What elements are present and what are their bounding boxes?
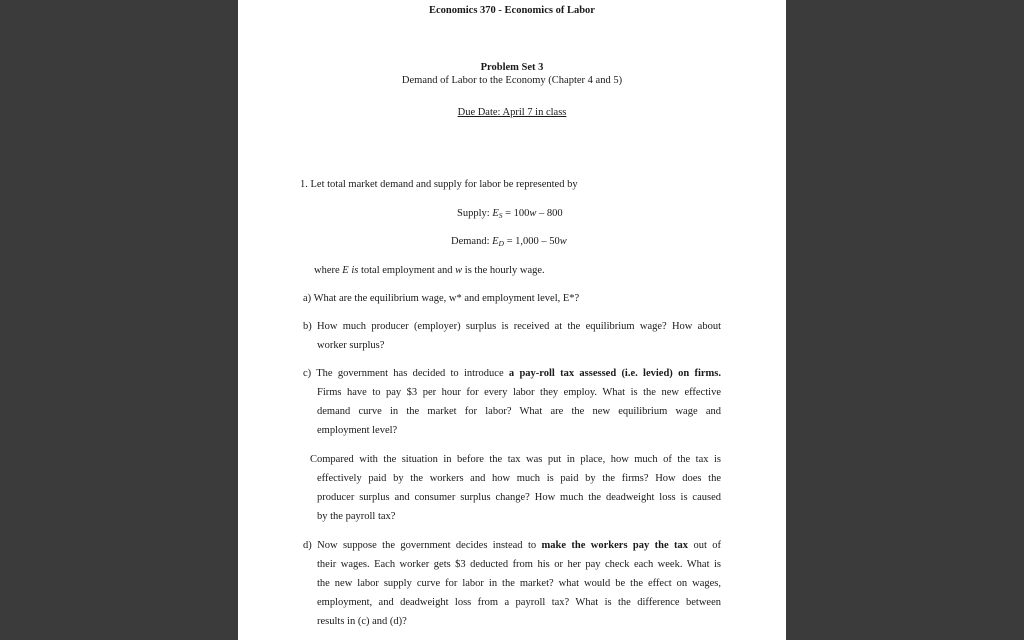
due-date [238,106,786,119]
supply-rhs-b: – 800 [536,208,563,219]
comparison-line: effectively paid by the workers and how much is paid by the firms? How does the [317,473,721,484]
part-c-text: c) The government has decided to introduce [303,368,509,379]
supply-var: E [492,208,499,219]
part-d-text: d) Now suppose the government decides instead to [303,540,542,551]
course-title: Economics 370 - Economics of Labor [429,5,595,16]
where-w: w [455,265,463,276]
demand-equation [451,235,567,250]
due-date-text: Due Date: April 7 in class [457,107,567,118]
part-b [303,317,721,355]
where-c: is the hourly wage. [462,265,545,276]
supply-equation [457,207,563,222]
supply-rhs-a: = 100 [502,208,530,219]
supply-sub: S [498,211,503,220]
demand-sub: D [498,239,504,248]
part-d-bold-text: make the workers pay the tax [541,540,689,551]
comparison-line: producer surplus and consumer surplus change? How much the deadweight loss is caused [317,492,721,503]
question-1-intro: 1. Let total market demand and supply for labor be represented by [300,179,578,190]
where-E: E is [342,265,359,276]
part-d-text: out of [688,540,721,551]
part-d [303,536,721,631]
comparison-line: by the payroll tax? [317,511,396,522]
demand-var: E [492,236,499,247]
part-d-line: the new labor supply curve for labor in the market? what would be the effect on wages, [317,578,721,589]
where-b: total employment and [358,265,456,276]
demand-rhs-a: = 1,000 – 50 [503,236,560,247]
part-a: a) What are the equilibrium wage, w* and employment level, E*? [303,293,580,304]
part-d-line [303,536,721,555]
part-d-line: results in (c) and (d)? [317,616,407,627]
part-c-line: demand curve in the market for labor? What are the new equilibrium wage and [317,406,721,417]
part-c [303,364,721,440]
part-c-comparison [310,450,721,526]
part-c-bold-text: a pay-roll tax assessed (i.e. levied) on firms. [508,368,721,379]
demand-label: Demand: [451,236,493,247]
where-a: where [314,265,343,276]
part-c-line: Firms have to pay $3 per hour for every labor they employ. What is the new effective [317,387,721,398]
variable-definitions [314,264,545,277]
part-d-line: employment, and deadweight loss from a payroll tax? What is the difference between [317,597,721,608]
supply-label: Supply: [457,208,493,219]
supply-rhs-w: w [529,208,537,219]
demand-rhs-w: w [559,236,567,247]
part-b-line: b) How much producer (employer) surplus is received at the equilibrium wage? How about [303,321,721,332]
part-c-line [303,364,721,383]
part-c-line: employment level? [317,425,398,436]
part-d-line: their wages. Each worker gets $3 deducted from his or her pay check each week. What is [317,559,721,570]
part-b-line: worker surplus? [317,340,385,351]
document-page [238,0,786,640]
comparison-line: Compared with the situation in before the tax was put in place, how much of the tax is [310,454,721,465]
problem-set-subtitle: Demand of Labor to the Economy (Chapter 4 and 5) [401,75,623,86]
problem-set-title: Problem Set 3 [480,62,544,73]
